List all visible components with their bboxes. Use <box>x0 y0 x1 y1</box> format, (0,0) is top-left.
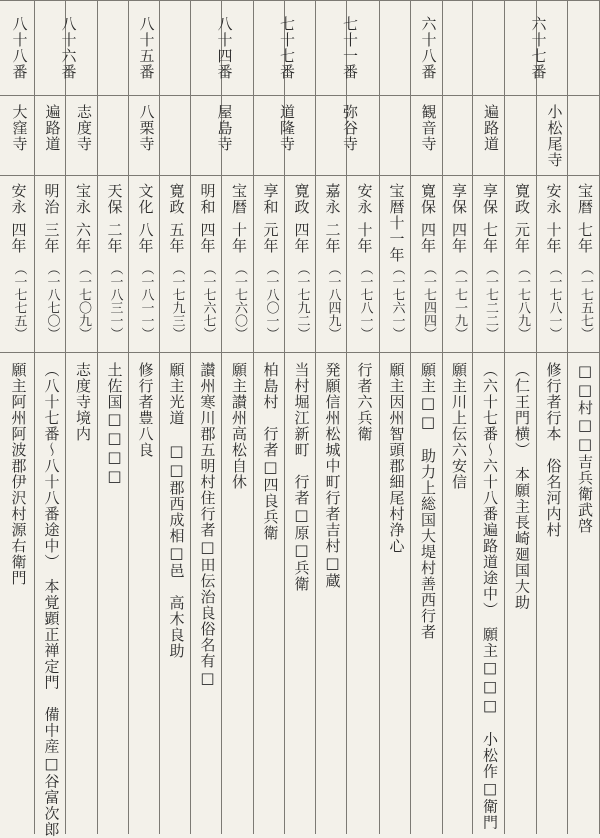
era-year: 三年 <box>42 222 61 254</box>
era-year: 十年 <box>230 222 248 254</box>
western-year: （一七六七） <box>200 262 216 340</box>
era-year: 五年 <box>167 222 186 254</box>
temple-number-label: 七十七番 <box>278 16 296 80</box>
western-year: （一七九二） <box>294 262 310 340</box>
era-name: 安永 <box>544 183 563 215</box>
temple-number-label: 六十八番 <box>419 16 438 80</box>
western-year: （一七七五） <box>11 262 27 340</box>
western-year: （一七二二） <box>483 262 498 340</box>
era-year: 十年 <box>544 222 563 254</box>
era-name: 安永 <box>355 183 374 215</box>
era-year: 二年 <box>105 222 124 254</box>
western-year: （一七六〇） <box>232 262 247 340</box>
donor-inscription: （八十七番～八十八番途中） 本覚顕正禅定門 備中産□谷富次郎 <box>42 362 61 838</box>
era-name: 享保 <box>450 183 468 215</box>
era-name: 天保 <box>105 183 124 215</box>
temple-number-label: 八十八番 <box>10 16 29 80</box>
western-year: （一七四四） <box>421 262 436 340</box>
western-year: （一七一九） <box>452 262 467 340</box>
era-year: 七年 <box>576 222 594 254</box>
donor-inscription: 柏島村 行者□四良兵衛 <box>261 362 280 541</box>
western-year: （一八七〇） <box>44 262 60 340</box>
era-name: 宝永 <box>74 183 92 215</box>
era-year: 元年 <box>261 222 280 254</box>
era-name: 享和 <box>261 183 280 215</box>
temple-name-label: 志度寺 <box>75 104 93 152</box>
donor-inscription: 願主讃州高松自休 <box>230 362 248 490</box>
donor-inscription: 志度寺境内 <box>74 362 92 442</box>
era-year: 四年 <box>292 222 311 254</box>
era-name: 安永 <box>9 183 28 215</box>
era-name: 寛保 <box>419 183 437 215</box>
donor-inscription: 行者六兵衛 <box>355 362 374 442</box>
era-year: 六年 <box>74 222 92 254</box>
western-year: （一七九三） <box>169 262 185 340</box>
temple-name-label: 八栗寺 <box>137 104 156 152</box>
western-year: （一八三一） <box>107 262 123 340</box>
era-year: 元年 <box>513 222 531 254</box>
temple-name-label: 弥谷寺 <box>341 104 359 152</box>
temple-number-label: 八十四番 <box>215 16 234 80</box>
era-name: 宝暦 <box>576 183 594 215</box>
era-year: 四年 <box>419 222 437 254</box>
era-year: 七年 <box>481 222 499 254</box>
temple-name-label: 大窪寺 <box>10 104 29 152</box>
donor-inscription: 讃州寒川郡五明村住行者□田伝治良俗名有□ <box>198 362 217 688</box>
temple-number-label: 六十七番 <box>529 16 548 80</box>
donor-inscription: 修行者行本 俗名河内村 <box>544 362 563 538</box>
donor-inscription: （六十七番～六十八番遍路道途中） 願主□□□ 小松作□衛門 <box>481 362 499 831</box>
era-year: 四年 <box>450 222 468 254</box>
era-name: 寛政 <box>292 183 311 215</box>
western-year: （一七〇九） <box>76 262 91 340</box>
temple-name-label: 小松尾寺 <box>545 104 564 168</box>
era-name: 寛政 <box>167 183 186 215</box>
era-year: 二年 <box>323 222 342 254</box>
era-name: 寛政 <box>513 183 531 215</box>
era-year: 四年 <box>9 222 28 254</box>
donor-inscription: 土佐国□□□□ <box>105 362 124 486</box>
donor-inscription: （仁王門横） 本願主長崎廻国大助 <box>513 362 531 611</box>
temple-number-label: 七十一番 <box>341 16 359 80</box>
donor-inscription: 願主阿州阿波郡伊沢村源右衛門 <box>9 362 28 586</box>
era-name: 明和 <box>198 183 217 215</box>
western-year: （一八〇一） <box>263 262 279 340</box>
era-year: 四年 <box>198 222 217 254</box>
era-year: 十年 <box>355 222 374 254</box>
era-name: 文化 <box>136 183 155 215</box>
temple-number-label: 八十五番 <box>137 16 156 80</box>
western-year: （一七六一） <box>389 262 405 340</box>
western-year: （一八一一） <box>138 262 154 340</box>
donor-inscription: 当村堀江新町 行者□原□兵衛 <box>292 362 311 592</box>
temple-name-label: 遍路道 <box>482 104 500 152</box>
donor-inscription: 願主川上伝六安信 <box>450 362 468 490</box>
temple-number-label: 八十六番 <box>59 16 78 80</box>
western-year: （一七八一） <box>546 262 562 340</box>
era-name: 宝暦 <box>230 183 248 215</box>
donor-inscription: 願主光道 □□郡西成相□邑 高木良助 <box>167 362 186 659</box>
western-year: （一八四九） <box>325 262 341 340</box>
era-name: 明治 <box>42 183 61 215</box>
era-name: 嘉永 <box>323 183 342 215</box>
donor-inscription: □□村□□吉兵衛武啓 <box>576 362 594 534</box>
temple-name-label: 屋島寺 <box>215 104 234 152</box>
era-year: 八年 <box>136 222 155 254</box>
donor-inscription: 発願信州松城中町行者吉村□蔵 <box>323 362 342 589</box>
temple-name-label: 道隆寺 <box>278 104 296 152</box>
western-year: （一七八一） <box>357 262 373 340</box>
western-year: （一七八九） <box>515 262 530 340</box>
donor-inscription: 願主因州智頭郡細尾村浄心 <box>387 362 406 554</box>
western-year: （一七五七） <box>578 262 593 340</box>
temple-name-label: 遍路道 <box>43 104 62 152</box>
temple-name-label: 観音寺 <box>419 104 438 152</box>
donor-inscription: 修行者豊八良 <box>136 362 155 458</box>
era-name: 宝暦十一年 <box>387 183 406 263</box>
era-name: 享保 <box>481 183 499 215</box>
donor-inscription: 願主□□ 助力上総国大堤村善西行者 <box>419 362 437 640</box>
